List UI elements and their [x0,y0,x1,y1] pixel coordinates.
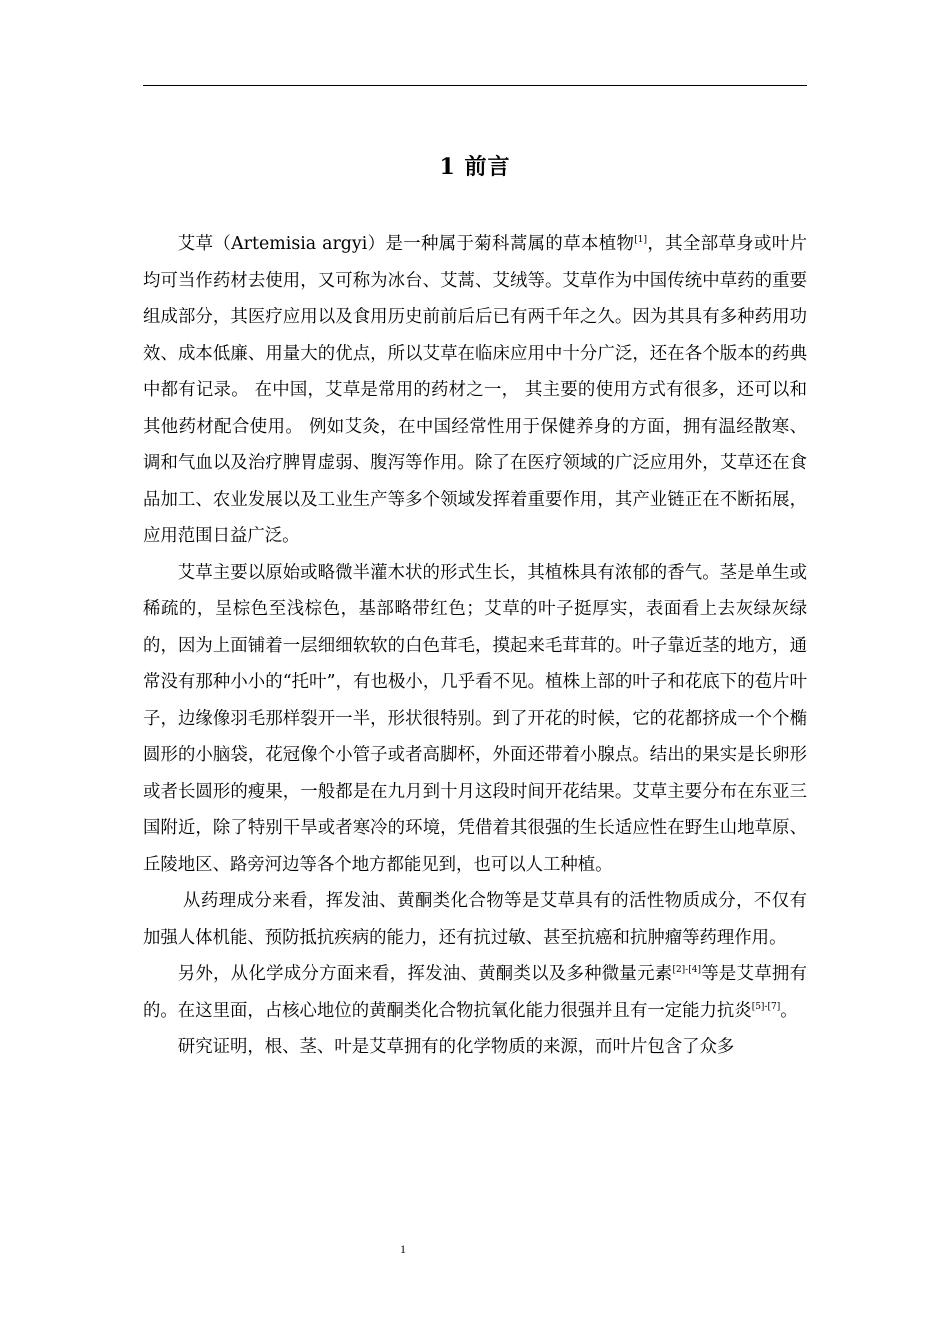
paragraph-text: 艾草（Artemisia argyi）是一种属于菊科蒿属的草本植物 [177,234,635,254]
citation-ref: [1] [634,235,648,245]
paragraph [143,226,807,555]
paragraph [143,883,807,956]
paragraph [143,1029,807,1066]
citation-ref: [2]-[4] [672,965,701,975]
citation-ref: [5]-[7] [751,1001,781,1012]
paragraph [143,956,807,1029]
page-number: 1 [400,1242,406,1256]
paragraph-text: 研究证明，根、茎、叶是艾草拥有的化学物质的来源，而叶片包含了众多 [177,1037,735,1057]
paragraph-text: 艾草主要以原始或略微半灌木状的形式生长，其植株具有浓郁的香气。茎是单生或稀疏的，呈棕色至浅棕色，基部略带红色；艾草的叶子挺厚实，表面看上去灰绿灰绿的，因为上面铺着一层细细软软的白色茸毛，摸起来毛茸茸的。叶子靠近茎的地方，通常没有那种小小的“托叶”，有也极小，几乎看不见。植株上部的叶子和花底下的苞片叶子，边缘像羽毛那样裂开一半，形状很特别。到了开花的时候，它的花都挤成一个个椭圆形的小脑袋，花冠像个小管子或者高脚杯，外面还带着小腺点。结出的果实是长卵形或者长圆形的瘦果，一般都是在九月到十月这段时间开花结果。艾草主要分布在东亚三国附近，除了特别干旱或者寒冷的环境，凭借着其很强的生长适应性在野生山地草原、丘陵地区、路旁河边等各个地方都能见到，也可以人工种植。 [143,562,807,875]
paragraph-text: ，其全部草身或叶片均可当作药材去使用，又可称为冰台、艾蒿、艾绒等。艾草作为中国传统中草药的重要组成部分，其医疗应用以及食用历史前前后后已有两千年之久。因为其具有多种药用功效、成本低廉、用量大的优点，所以艾草在临床应用中十分广泛，还在各个版本的药典中都有记录。 在中国，艾草是常用的药材之一， 其主要的使用方式有很多，还可以和其他药材配合使用。 例如艾灸，在中国经常性用于保健养身的方面，拥有温经散寒、调和气血以及治疗脾胃虚弱、腹泻等作用。除了在医疗领域的广泛应用外，艾草还在食品加工、农业发展以及工业生产等多个领域发挥着重要作用，其产业链正在不断拓展，应用范围日益广泛。 [143,234,807,546]
section-title: 1 前言 [439,154,511,180]
paragraph [143,555,807,884]
paragraph-text: 另外，从化学成分方面来看，挥发油、黄酮类以及多种微量元素 [177,964,673,984]
paragraph-text: 等是艾草拥有的。在这里面，占核心地位的黄酮类化合物抗氧化能力很强并且有一定能力抗炎 [143,964,807,1021]
paragraph-text: 从药理成分来看，挥发油、黄酮类化合物等是艾草具有的活性物质成分，不仅有加强人体机能、预防抵抗疾病的能力，还有抗过敏、甚至抗癌和抗肿瘤等药理作用。 [143,891,807,948]
body-text [143,226,807,1066]
header-rule [143,85,807,86]
paragraph-text: 。 [780,1000,798,1021]
